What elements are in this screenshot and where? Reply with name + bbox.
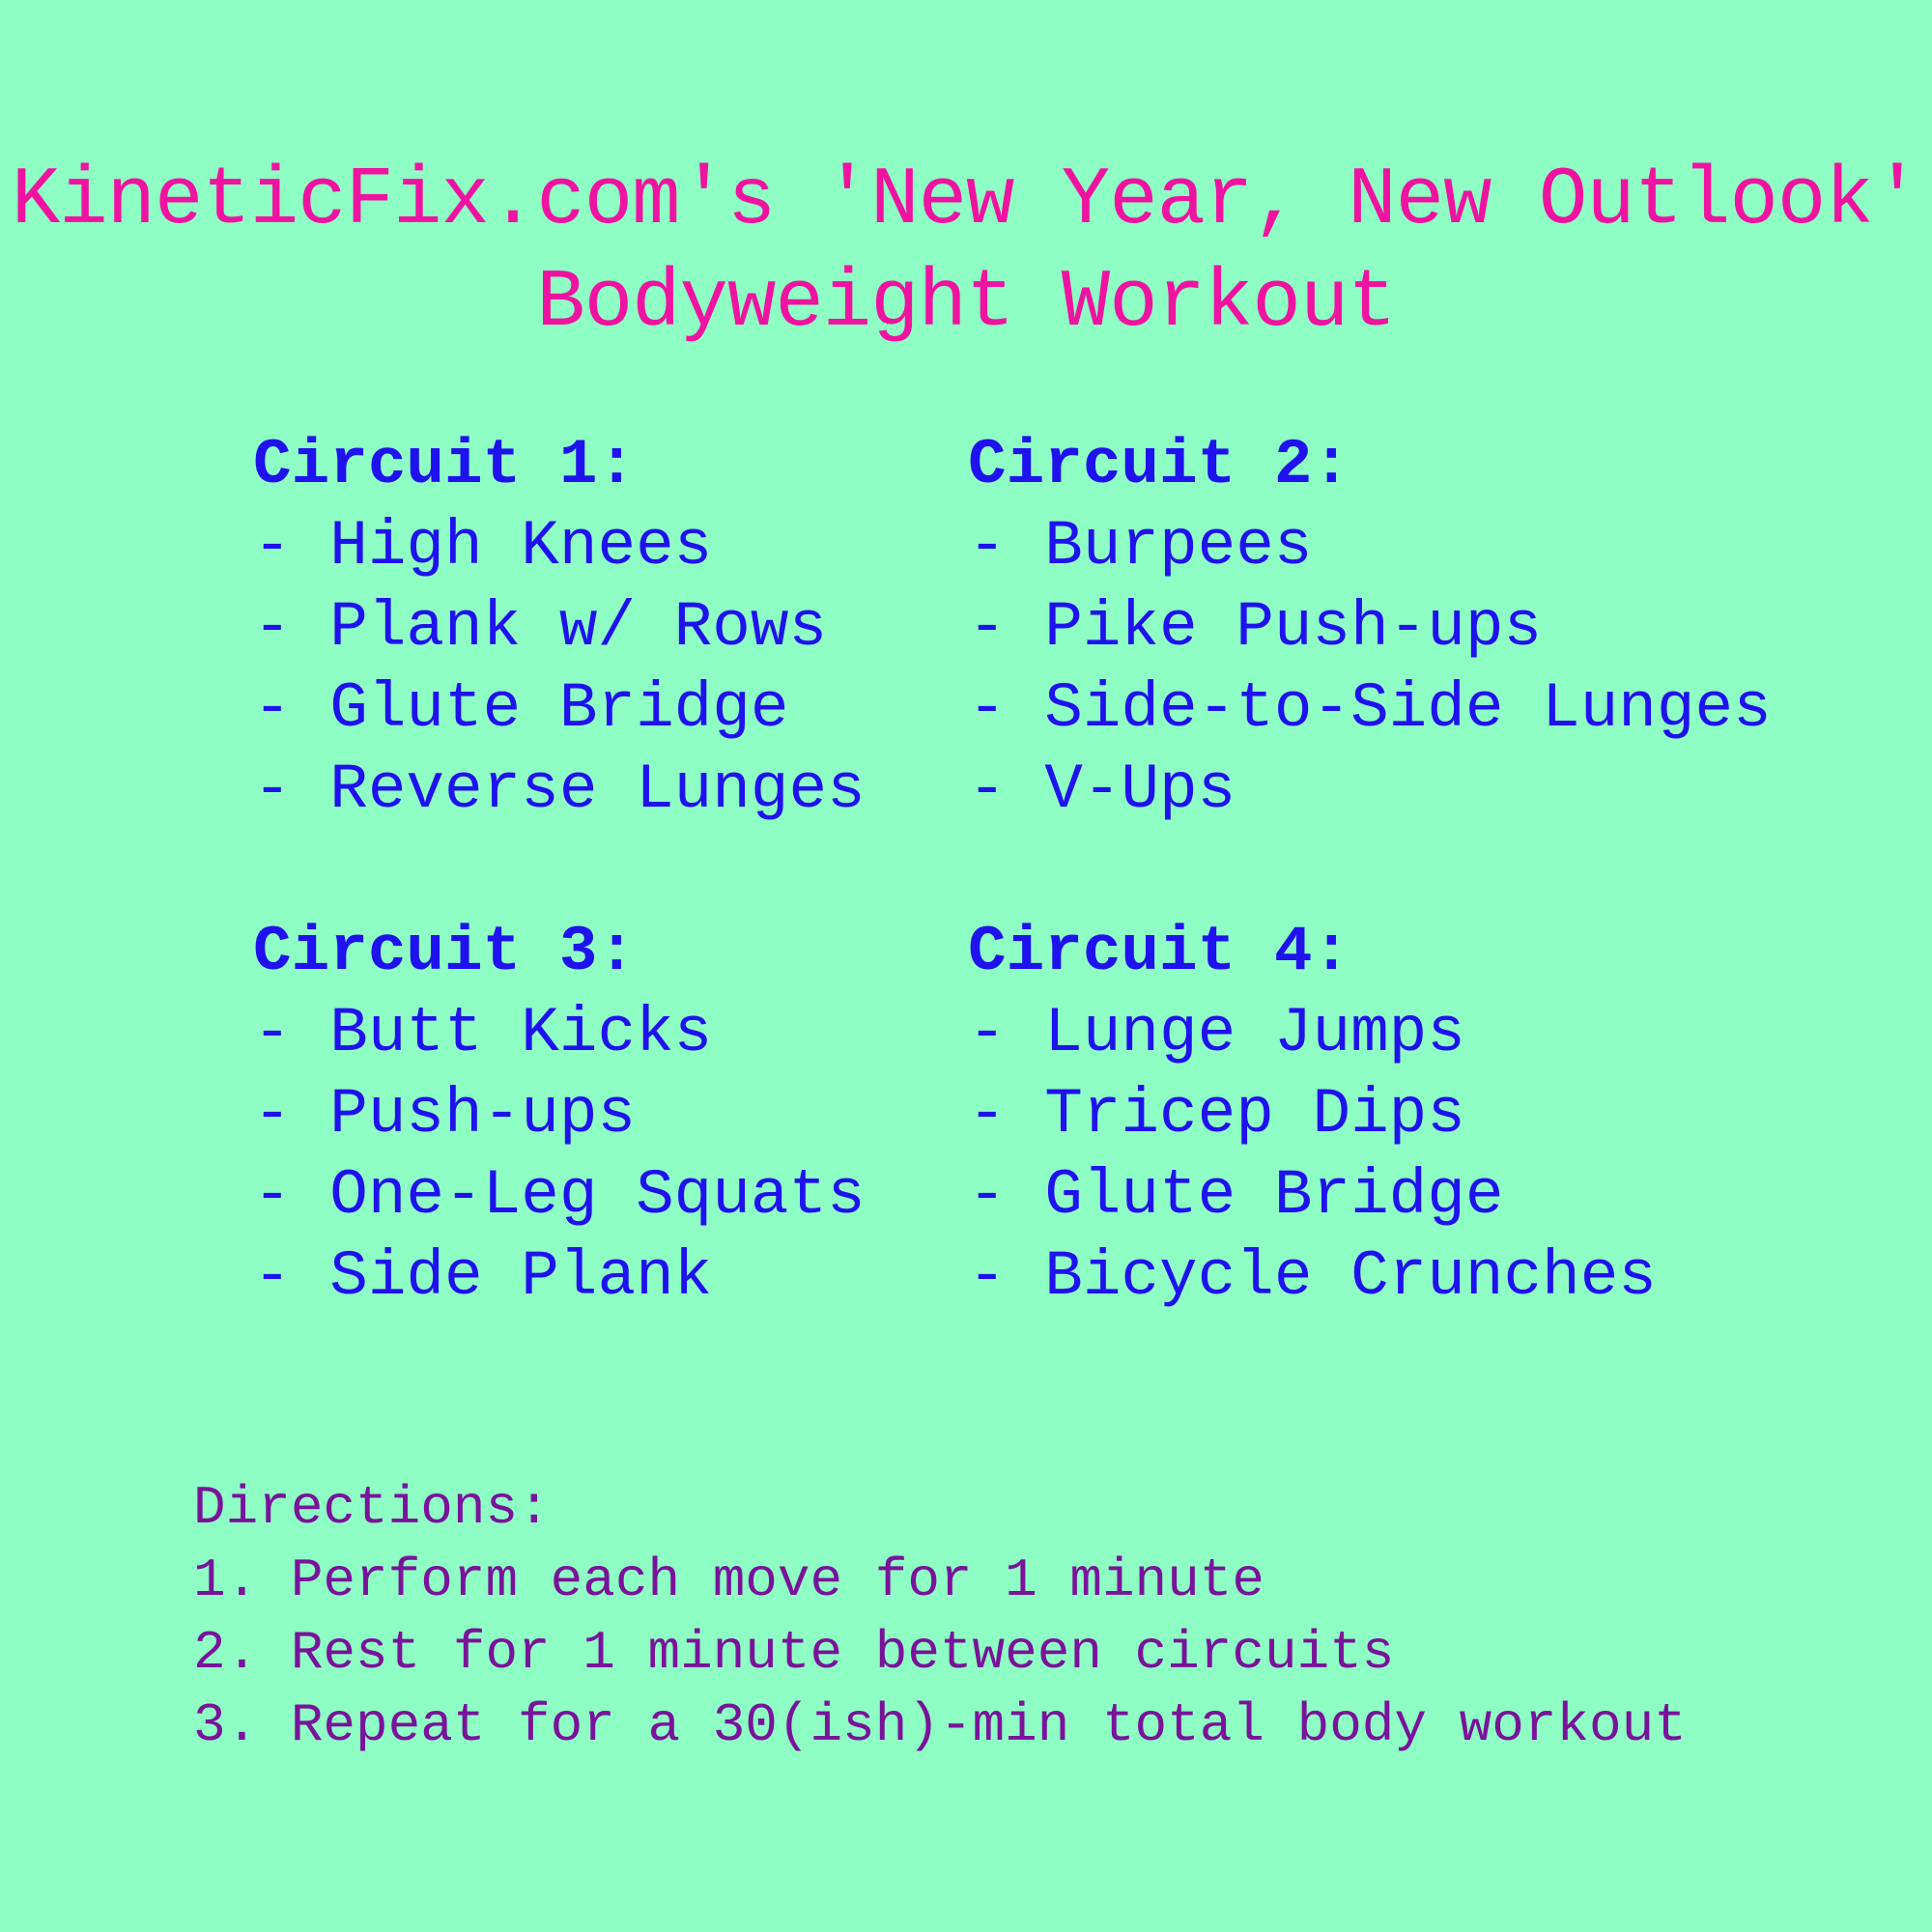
title-line-2: Bodyweight Workout (536, 258, 1396, 351)
title-line-1: KineticFix.com's 'New Year, New Outlook' (11, 156, 1921, 248)
list-item: - High Knees (253, 510, 713, 582)
list-item: - Glute Bridge (968, 1159, 1504, 1232)
circuit-heading: Circuit 1: (253, 429, 637, 501)
directions-heading: Directions: (193, 1477, 551, 1539)
list-item: - Side Plank (253, 1240, 713, 1313)
list-item: - Tricep Dips (968, 1078, 1465, 1151)
circuit-heading: Circuit 3: (253, 916, 637, 988)
circuit-3 (253, 912, 866, 1318)
direction-step: 2. Rest for 1 minute between circuits (193, 1622, 1395, 1684)
direction-step: 1. Perform each move for 1 minute (193, 1549, 1264, 1611)
list-item: - One-Leg Squats (253, 1159, 866, 1232)
circuit-2 (968, 425, 1772, 831)
list-item: - Push-ups (253, 1078, 637, 1151)
list-item: - Glute Bridge (253, 672, 789, 745)
exercise-list (968, 506, 1772, 831)
direction-step: 3. Repeat for a 30(ish)-min total body workout (193, 1694, 1687, 1756)
page-title (0, 151, 1932, 355)
exercise-list (253, 993, 866, 1318)
directions-list (193, 1545, 1687, 1762)
exercise-list (968, 993, 1657, 1318)
list-item: - Pike Push-ups (968, 591, 1543, 664)
list-item: - Side-to-Side Lunges (968, 672, 1772, 745)
circuit-1 (253, 425, 866, 831)
directions-section (193, 1472, 1687, 1762)
list-item: - Butt Kicks (253, 997, 713, 1069)
list-item: - Reverse Lunges (253, 753, 866, 826)
list-item: - V-Ups (968, 753, 1236, 826)
circuit-4 (968, 912, 1657, 1318)
list-item: - Burpees (968, 510, 1313, 582)
list-item: - Lunge Jumps (968, 997, 1465, 1069)
circuit-heading: Circuit 4: (968, 916, 1351, 988)
list-item: - Plank w/ Rows (253, 591, 828, 664)
circuit-heading: Circuit 2: (968, 429, 1351, 501)
list-item: - Bicycle Crunches (968, 1240, 1657, 1313)
exercise-list (253, 506, 866, 831)
